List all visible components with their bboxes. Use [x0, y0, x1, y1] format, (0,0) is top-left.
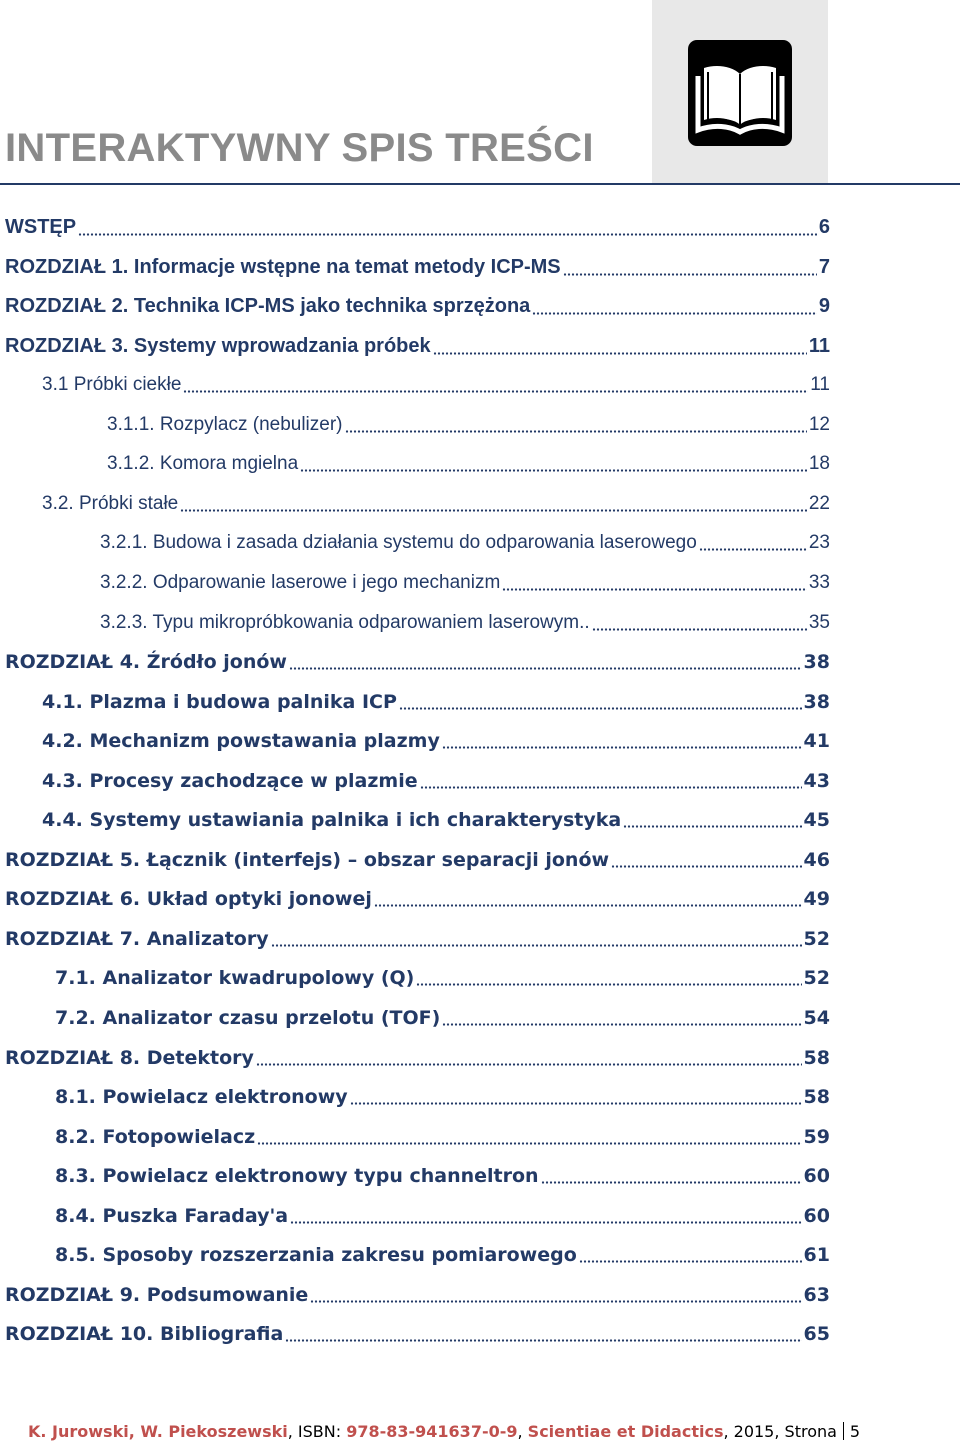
toc-entry-label: 4.1. Plazma i budowa palnika ICP	[42, 691, 397, 713]
toc-entry[interactable]	[55, 1197, 830, 1235]
toc-entry[interactable]	[100, 524, 830, 562]
toc-entry-page: 60	[803, 1165, 830, 1187]
toc-entry-page: 7	[818, 255, 830, 278]
toc-entry-page: 54	[803, 1007, 830, 1029]
toc-entry[interactable]	[42, 683, 830, 721]
footer-page-label: Strona	[784, 1422, 837, 1441]
footer-separator	[843, 1422, 844, 1440]
toc-entry-page: 58	[803, 1086, 830, 1108]
toc-entry[interactable]	[107, 406, 830, 444]
toc-entry-page: 61	[803, 1244, 830, 1266]
toc-entry-page: 6	[818, 215, 830, 238]
toc-entry-label: 3.1 Próbki ciekłe	[42, 374, 182, 395]
toc-entry-page: 11	[810, 374, 830, 395]
toc-dot-leader	[289, 651, 802, 674]
toc-entry[interactable]	[5, 327, 830, 365]
toc-entry[interactable]	[107, 445, 830, 483]
page-footer	[28, 1422, 860, 1441]
toc-entry-page: 9	[818, 294, 830, 317]
toc-entry-label: ROZDZIAŁ 10. Bibliografia	[5, 1323, 284, 1345]
toc-dot-leader	[442, 1007, 801, 1030]
toc-entry-page: 60	[803, 1205, 830, 1227]
toc-entry[interactable]	[55, 1118, 830, 1156]
toc-dot-leader	[699, 532, 807, 555]
toc-dot-leader	[563, 255, 817, 279]
toc-dot-leader	[433, 334, 807, 358]
toc-entry[interactable]	[5, 1315, 830, 1353]
toc-entry-page: 11	[808, 334, 830, 357]
toc-entry[interactable]	[55, 999, 830, 1037]
toc-entry-label: 3.2.3. Typu mikropróbkowania odparowaniem laserowym..	[100, 612, 590, 633]
toc-dot-leader	[180, 493, 807, 516]
toc-entry-page: 12	[808, 414, 830, 435]
toc-entry[interactable]	[42, 722, 830, 760]
toc-entry[interactable]	[5, 248, 830, 286]
toc-entry-page: 23	[808, 532, 830, 553]
toc-entry-page: 22	[808, 493, 830, 514]
toc-entry[interactable]	[100, 604, 830, 642]
footer-authors: K. Jurowski, W. Piekoszewski	[28, 1422, 288, 1441]
toc-dot-leader	[285, 1323, 801, 1346]
title-divider	[0, 183, 960, 185]
toc-entry-page: 41	[803, 730, 830, 752]
toc-entry-label: ROZDZIAŁ 2. Technika ICP-MS jako technika sprzężona	[5, 294, 531, 317]
toc-dot-leader	[442, 730, 802, 753]
toc-entry-page: 35	[808, 612, 830, 633]
toc-dot-leader	[374, 888, 802, 911]
footer-isbn: 978-83-941637-0-9	[346, 1422, 518, 1441]
toc-entry-page: 45	[803, 809, 830, 831]
toc-entry[interactable]	[100, 564, 830, 602]
toc-entry[interactable]	[55, 1078, 830, 1116]
toc-entry-label: ROZDZIAŁ 8. Detektory	[5, 1047, 254, 1069]
toc-entry-label: ROZDZIAŁ 1. Informacje wstępne na temat metody ICP-MS	[5, 255, 561, 278]
toc-entry[interactable]	[42, 366, 830, 404]
toc-entry[interactable]	[5, 841, 830, 879]
toc-dot-leader	[420, 770, 802, 793]
toc-entry[interactable]	[55, 1236, 830, 1274]
toc-entry-label: 3.1.1. Rozpylacz (nebulizer)	[107, 414, 343, 435]
footer-publisher: Scientiae et Didactics	[527, 1422, 724, 1441]
toc-entry-label: 8.4. Puszka Faraday'a	[55, 1205, 289, 1227]
toc-entry-label: 3.2.2. Odparowanie laserowe i jego mechanizm	[100, 572, 501, 593]
toc-dot-leader	[300, 453, 807, 476]
toc-entry-label: 3.1.2. Komora mgielna	[107, 453, 299, 474]
toc-entry-label: ROZDZIAŁ 6. Układ optyki jonowej	[5, 888, 372, 910]
toc-entry-label: ROZDZIAŁ 4. Źródło jonów	[5, 651, 287, 673]
toc-entry-page: 58	[803, 1047, 830, 1069]
toc-entry-page: 65	[803, 1323, 830, 1345]
toc-entry[interactable]	[5, 880, 830, 918]
toc-dot-leader	[502, 572, 807, 595]
footer-comma-1: ,	[287, 1422, 298, 1441]
toc-dot-leader	[532, 294, 817, 318]
toc-entry-page: 46	[803, 849, 830, 871]
footer-page-number: 5	[849, 1422, 861, 1441]
toc-dot-leader	[271, 928, 802, 951]
toc-entry[interactable]	[42, 485, 830, 523]
toc-entry-label: 3.2.1. Budowa i zasada działania systemu do odparowania laserowego	[100, 532, 697, 553]
toc-entry-label: WSTĘP	[5, 215, 77, 238]
toc-dot-leader	[183, 374, 808, 397]
toc-entry-label: 8.3. Powielacz elektronowy typu channeltron	[55, 1165, 539, 1187]
toc-entry[interactable]	[5, 1039, 830, 1077]
toc-entry-label: 7.1. Analizator kwadrupolowy (Q)	[55, 967, 415, 989]
toc-entry-label: ROZDZIAŁ 7. Analizatory	[5, 928, 269, 950]
toc-entry[interactable]	[5, 1276, 830, 1314]
footer-year: 2015	[733, 1422, 775, 1441]
page-title: INTERAKTYWNY SPIS TREŚCI	[5, 126, 594, 170]
toc-entry[interactable]	[42, 762, 830, 800]
toc-entry-label: ROZDZIAŁ 3. Systemy wprowadzania próbek	[5, 334, 431, 357]
toc-entry-label: 8.5. Sposoby rozszerzania zakresu pomiarowego	[55, 1244, 577, 1266]
toc-dot-leader	[345, 414, 807, 437]
toc-dot-leader	[310, 1284, 801, 1307]
toc-dot-leader	[399, 691, 802, 714]
toc-entry-label: 3.2. Próbki stałe	[42, 493, 179, 514]
toc-entry[interactable]	[5, 643, 830, 681]
toc-dot-leader	[257, 1126, 801, 1149]
toc-dot-leader	[592, 612, 807, 635]
toc-entry-label: 4.2. Mechanizm powstawania plazmy	[42, 730, 440, 752]
toc-entry[interactable]	[5, 208, 830, 246]
toc-entry-page: 43	[803, 770, 830, 792]
footer-comma-2: ,	[517, 1422, 528, 1441]
toc-entry[interactable]	[55, 959, 830, 997]
toc-entry-label: 7.2. Analizator czasu przelotu (TOF)	[55, 1007, 441, 1029]
toc-dot-leader	[78, 215, 817, 239]
toc-entry-page: 52	[803, 967, 830, 989]
toc-entry-page: 59	[803, 1126, 830, 1148]
footer-isbn-label: ISBN:	[297, 1422, 347, 1441]
toc-entry-label: 4.3. Procesy zachodzące w plazmie	[42, 770, 418, 792]
toc-entry-page: 18	[808, 453, 830, 474]
toc-entry-label: 8.1. Powielacz elektronowy	[55, 1086, 348, 1108]
open-book-icon	[688, 40, 792, 146]
toc-dot-leader	[623, 809, 801, 832]
toc-entry-page: 38	[803, 651, 830, 673]
toc-entry[interactable]	[42, 801, 830, 839]
toc-dot-leader	[290, 1205, 801, 1228]
toc-entry-page: 33	[808, 572, 830, 593]
toc-dot-leader	[541, 1165, 802, 1188]
toc-entry[interactable]	[5, 287, 830, 325]
toc-entry-page: 38	[803, 691, 830, 713]
toc-entry-page: 49	[803, 888, 830, 910]
toc-dot-leader	[416, 967, 801, 990]
footer-comma-4: ,	[774, 1422, 785, 1441]
toc-entry[interactable]	[5, 920, 830, 958]
toc-dot-leader	[611, 849, 801, 872]
toc-entry[interactable]	[55, 1157, 830, 1195]
toc-dot-leader	[256, 1047, 802, 1070]
footer-comma-3: ,	[723, 1422, 734, 1441]
toc-dot-leader	[350, 1086, 802, 1109]
toc-entry-page: 63	[803, 1284, 830, 1306]
toc-entry-page: 52	[803, 928, 830, 950]
toc-entry-label: ROZDZIAŁ 5. Łącznik (interfejs) – obszar separacji jonów	[5, 849, 610, 871]
toc-entry-label: ROZDZIAŁ 9. Podsumowanie	[5, 1284, 309, 1306]
toc-entry-label: 4.4. Systemy ustawiania palnika i ich charakterystyka	[42, 809, 622, 831]
toc-entry-label: 8.2. Fotopowielacz	[55, 1126, 256, 1148]
toc-dot-leader	[579, 1244, 802, 1267]
